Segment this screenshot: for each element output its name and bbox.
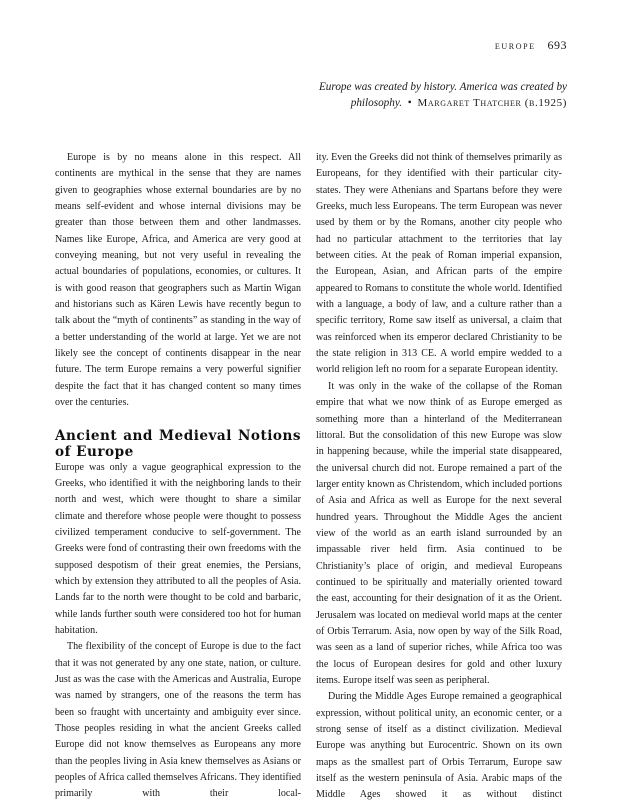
running-head-section: europe [494,40,536,52]
epigraph [267,79,567,111]
section-heading: Ancient and Medieval Notions of Europe [55,427,301,460]
paragraph: Europe was only a vague geographical expression to the Greeks, who identified it with the neighboring lands to their north and west, which were thought to share a similar climate and therefore whose people were thought to possess civilized temperament conducive to self-government. The Greeks were fond of contrasting their own freedoms with the supposed despotism of their great enemies, the Persians, which by extension they attributed to all the peoples of Asia. Lands far to the north were thought to be cold and barbaric, while lands further south were considered too hot for human habitation. [55,461,301,636]
page-number: 693 [547,38,567,52]
paragraph: Europe is by no means alone in this respect. All continents are mythical in the sense that they are names given to geographies whose external boundaries are by no means self-evident and whose internal divisions may be greater than those between them and other landmasses. Names like Europe, Africa, and America are very good at conveying meaning, but not very useful in revealing the actual boundaries of populations, economies, or cultures. It is with good reason that geographers such as Martin Wigan and historians such as Kären Lewis have recently begun to talk about the “myth of continents” as standing in the way of a better understanding of the world at large. Yet we are not likely see the concept of continents disappear in the near future. The term Europe remains a very powerful signifier despite the fact that it has changed content so many times over the centuries. [55,152,301,409]
epigraph-quote-line1: Europe was created by history. America was created by [318,81,567,93]
epigraph-attribution: Margaret Thatcher (b.1925) [417,97,567,109]
paragraph: It was only in the wake of the collapse of the Roman empire that what we now think of as Europe emerged as something more than a hinterland of the Mediterranean littoral. But the consolidation of this new Europe was slow in happening because, while the imperial state disappeared, the universal church did not. Europe remained a part of the larger entity known as Christendom, which included portions of Asia and Africa as well as Europe for the next several hundred years. Throughout the Middle Ages the ancient view of the world as an earth island surrounded by an impassable river held firm. Asia continued to be Christianity’s place of origin, and medieval Europeans continued to be spiritually and materially oriented toward the east, accounting for their designation of it as the Orient. Jerusalem was located on medieval world maps at the center of Orbis Terrarum. Asia, now open by way of the Silk Road, was seen as a land of superior riches, while Africa too was the locus of European desires for gold and other luxury items. Europe itself was seen as peripheral. [316,380,562,686]
right-column [316,150,562,804]
paragraph: During the Middle Ages Europe remained a geographical expression, without political unity, an economic center, or a strong sense of itself as a distinct civilization. Medieval Europe was anything but Eurocentric. Shown on its own maps as the smallest part of Orbis Terrarum, Europe saw itself as the western peninsula of Asia. Arabic maps of the Middle Ages showed it as without distinct [316,691,562,801]
epigraph-quote-line2-wrap [267,95,567,111]
running-head [495,38,567,53]
epigraph-quote-line2: philosophy. [350,97,402,109]
left-column [55,150,301,803]
paragraph: ity. Even the Greeks did not think of themselves primarily as Europeans, for they identified with their particular city-states. They were Athenians and Spartans before they were Greeks, much less Europeans. The term European was never used by them or by the Romans, another city people who had no particular attachment to the territories that lay between cities. At the peak of Roman imperial expansion, the European, Asian, and African parts of the empire appeared to Romans to constitute the whole world. Identified with a language, a body of law, and a culture rather than a specific territory, Rome saw itself as universal, a claim that was reinforced when its emperor declared Christianity to be the state religion in 313 CE. A world empire wedded to a world religion left no room for a separate European identity. [316,152,562,376]
epigraph-separator: • [407,97,412,109]
paragraph: The flexibility of the concept of Europe is due to the fact that it was not generated by any one state, nation, or culture. Just as was the case with the Americas and Australia, Europe was named by strangers, one of the reasons the term has been so fraught with uncertainty and ambiguity ever since. Those peoples residing in what the ancient Greeks called Europe did not know themselves as Europeans any more than the peoples living in Asia knew themselves as Asians or peoples of Africa called themselves Africans. They identified primarily with their local- [55,641,301,800]
